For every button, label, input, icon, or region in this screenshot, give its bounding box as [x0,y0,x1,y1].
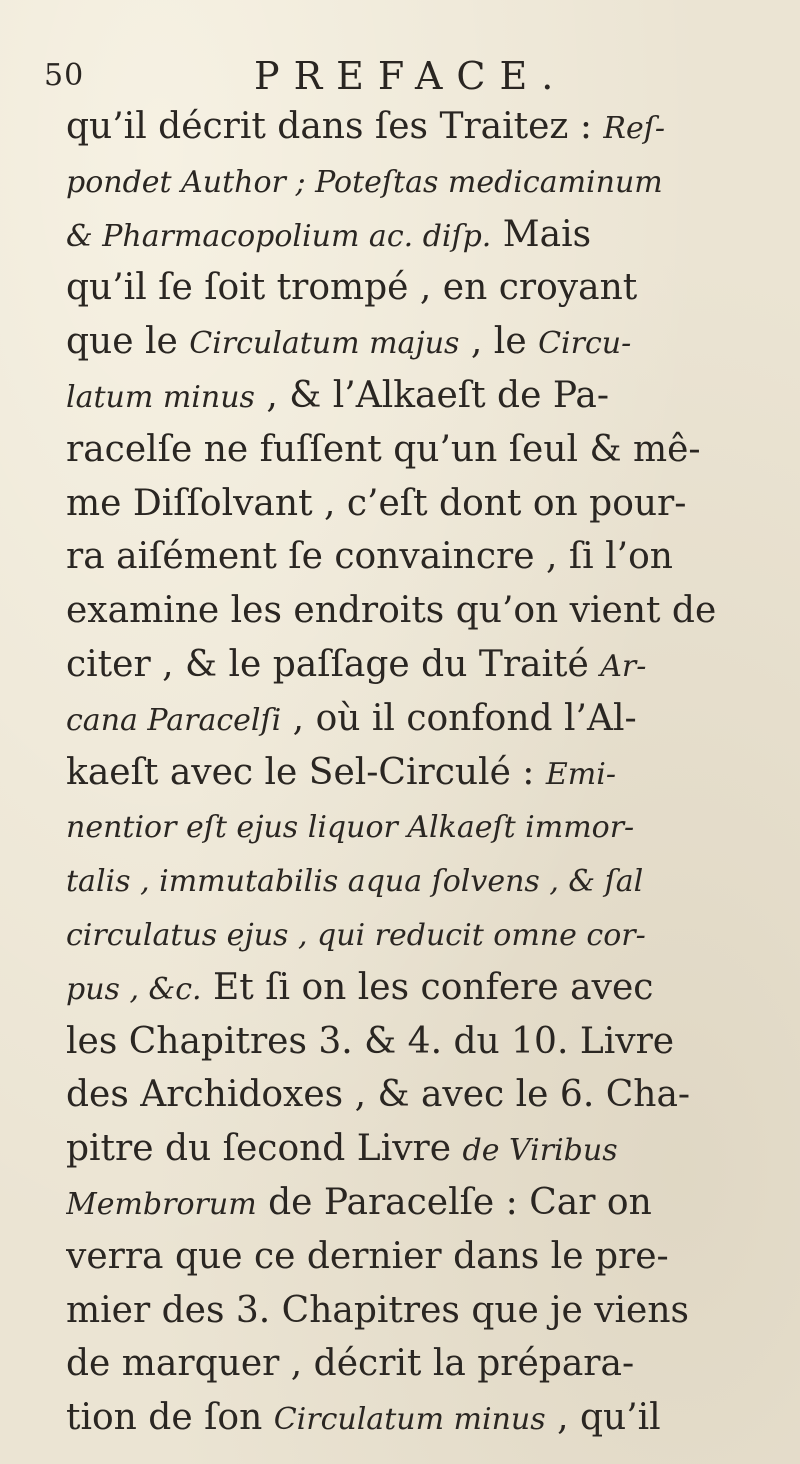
text-segment: , & l’Alkaeſt de Pa- [254,374,610,416]
text-line [66,746,766,800]
italic-segment: circulatus ejus , qui reducit omne cor- [66,917,646,953]
running-title: PREFACE. [254,54,568,98]
text-line [66,853,766,907]
text-line [66,638,766,692]
text-line [66,907,766,961]
text-line [66,1230,766,1284]
text-segment: racelſe ne fuſſent qu’un ſeul & mê- [66,428,701,470]
text-segment: kaeſt avec le Sel-Circulé : [66,751,546,793]
page-number: 50 [44,58,85,93]
text-segment: les Chapitres 3. & 4. du 10. Livre [66,1020,675,1062]
italic-segment: Ar- [600,648,647,684]
running-head [44,54,764,102]
italic-segment: Circu- [538,326,632,362]
text-line [66,1284,766,1338]
text-line [66,584,766,638]
text-segment: Mais [491,213,592,255]
text-line [66,208,766,262]
text-segment: , où il confond l’Al- [281,697,637,739]
italic-segment: cana Paracelſi [66,702,282,738]
text-segment: de marquer , décrit la prépara- [66,1343,635,1385]
italic-segment: & Pharmacopolium ac. diſp. [66,218,492,254]
text-line [66,477,766,531]
text-line [66,530,766,584]
text-segment: me Diſſolvant , c’eſt dont on pour- [66,482,687,524]
text-segment: de Paracelſe : Car on [256,1181,652,1223]
text-line [66,1068,766,1122]
text-segment: Et ſi on les confere avec [201,966,654,1008]
italic-segment: Circulatum majus [189,326,460,362]
text-line [66,1391,766,1445]
italic-segment: latum minus [66,379,255,415]
italic-segment: pondet Author ; Poteſtas medicaminum [66,164,663,200]
italic-segment: nentior eſt ejus liquor Alkaeſt immor- [66,810,635,846]
text-line [66,261,766,315]
body-text [66,100,766,1445]
text-line [66,369,766,423]
text-segment: qu’il ſe ſoit trompé , en croyant [66,267,638,309]
text-segment: mier des 3. Chapitres que je viens [66,1289,690,1331]
italic-segment: Reſ- [603,111,665,146]
text-segment: que le [66,321,190,363]
italic-segment: Circulatum minus [273,1402,546,1438]
text-segment: tion de ſon [66,1397,274,1439]
text-line [66,1176,766,1230]
text-segment: , qu’il [545,1397,661,1439]
text-segment: citer , & le paſſage du Traité [66,643,601,685]
text-segment: pitre du ſecond Livre [66,1128,463,1170]
text-segment: qu’il décrit dans ſes Traitez : [66,106,604,147]
text-line [66,1122,766,1176]
italic-segment: pus , &c. [66,971,202,1007]
text-line [66,692,766,746]
italic-segment: Membrorum [66,1186,257,1222]
italic-segment: Emi- [545,756,616,792]
text-line [66,961,766,1015]
text-line [66,100,766,154]
text-segment: ra aiſément ſe convaincre , ſi l’on [66,536,673,578]
text-segment: , le [459,321,539,363]
text-segment: examine les endroits qu’on vient de [66,590,717,632]
italic-segment: talis , immutabilis aqua ſolvens , & ſal [66,864,644,900]
text-segment: verra que ce dernier dans le pre- [66,1235,669,1277]
italic-segment: de Viribus [462,1133,618,1169]
text-line [66,1337,766,1391]
text-line [66,799,766,853]
text-segment: des Archidoxes , & avec le 6. Cha- [66,1074,691,1116]
text-line [66,315,766,369]
text-line [66,1015,766,1069]
text-line [66,423,766,477]
text-line [66,154,766,208]
